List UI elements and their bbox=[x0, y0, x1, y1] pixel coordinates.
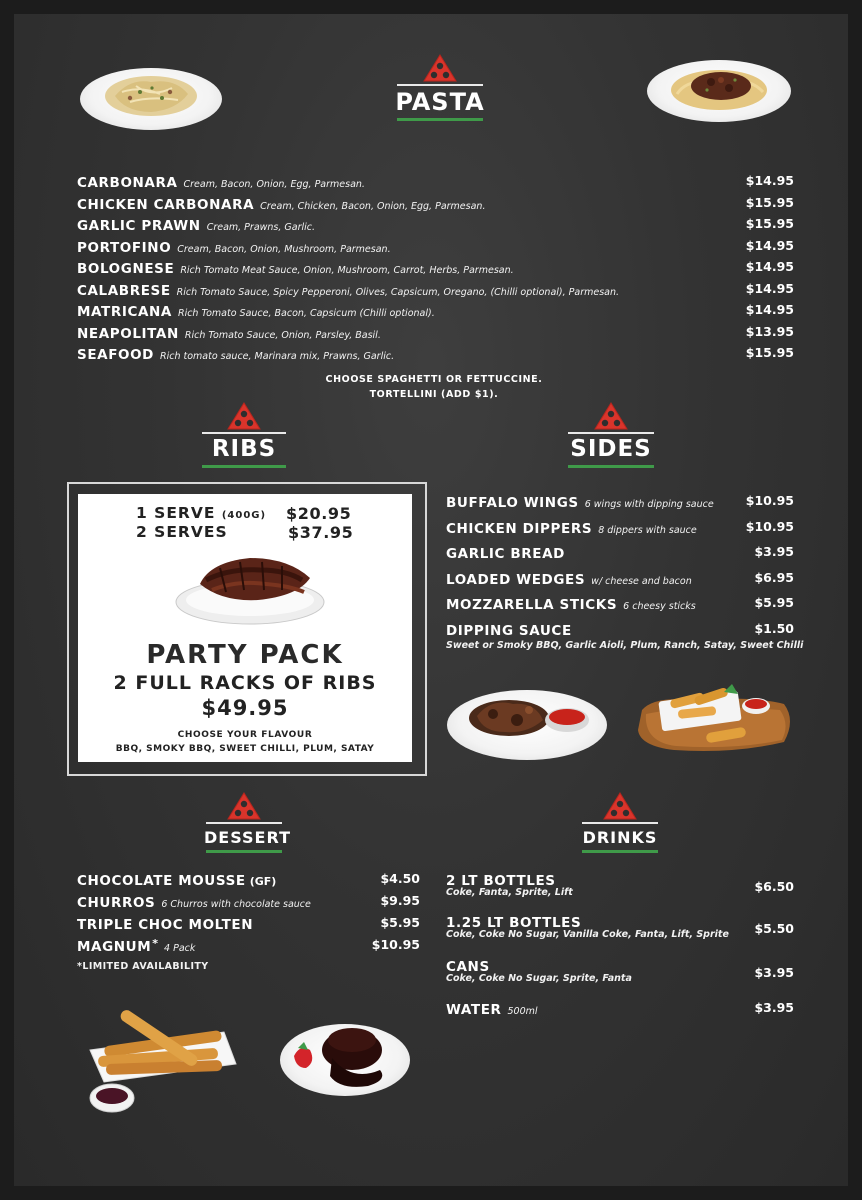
section-title: SIDES bbox=[570, 436, 652, 462]
bolognese-image bbox=[647, 60, 791, 122]
item-name: WATER bbox=[446, 1002, 502, 1018]
item-description: Rich Tomato Sauce, Onion, Parsley, Basil. bbox=[184, 329, 381, 341]
item-description: Coke, Coke No Sugar, Vanilla Coke, Fanta, Lift, Sprite bbox=[446, 929, 729, 940]
serve2-price: $37.95 bbox=[288, 523, 354, 542]
item-name: MAGNUM bbox=[77, 939, 152, 955]
item-price: $3.95 bbox=[754, 1000, 794, 1015]
ribs-card bbox=[78, 494, 412, 762]
serve2-label: 2 SERVES bbox=[136, 523, 228, 541]
ribs-image bbox=[170, 544, 330, 628]
mozzarella-image bbox=[634, 670, 794, 756]
item-tag: (GF) bbox=[249, 875, 277, 888]
carbonara-image bbox=[80, 68, 222, 130]
pizza-slice-icon bbox=[594, 402, 628, 430]
serve1-price: $20.95 bbox=[286, 504, 352, 523]
item-name: DIPPING SAUCE bbox=[446, 622, 572, 639]
flavour-label: CHOOSE YOUR FLAVOUR bbox=[177, 730, 313, 740]
item-description: Rich Tomato Sauce, Bacon, Capsicum (Chilli optional). bbox=[177, 308, 435, 319]
item-description: 6 cheesy sticks bbox=[623, 601, 696, 612]
item-name: CHOCOLATE MOUSSE bbox=[77, 873, 246, 889]
item-description: 6 Churros with chocolate sauce bbox=[161, 899, 311, 910]
item-price: $3.95 bbox=[754, 965, 794, 980]
header-underline bbox=[202, 465, 286, 468]
menu-board bbox=[14, 14, 848, 1186]
pasta-note: CHOOSE SPAGHETTI OR FETTUCCINE. bbox=[325, 374, 543, 385]
item-price: $13.95 bbox=[745, 323, 794, 339]
drinks-header bbox=[580, 792, 660, 853]
molten-cake-plate-image bbox=[280, 1024, 410, 1096]
header-divider bbox=[397, 84, 483, 86]
item-price: $15.95 bbox=[745, 345, 794, 360]
wings-plate-image bbox=[447, 690, 607, 760]
menu-item bbox=[446, 620, 572, 639]
menu-item bbox=[446, 543, 565, 562]
item-name: CALABRESE bbox=[77, 282, 171, 299]
menu-item bbox=[77, 914, 253, 933]
item-description: w/ cheese and bacon bbox=[591, 575, 692, 587]
pasta-header bbox=[394, 54, 486, 121]
party-pack-subtitle: 2 FULL RACKS OF RIBS bbox=[113, 672, 377, 694]
item-name: 2 LT BOTTLES bbox=[446, 873, 556, 889]
item-name: CANS bbox=[446, 959, 490, 975]
menu-item bbox=[77, 344, 394, 363]
menu-item bbox=[446, 999, 538, 1018]
header-underline bbox=[568, 465, 654, 468]
menu-item bbox=[77, 215, 315, 234]
wings-image bbox=[447, 690, 607, 760]
bolognese-plate-image bbox=[647, 60, 791, 122]
item-description: Rich Tomato Meat Sauce, Onion, Mushroom, Carrot, Herbs, Parmesan. bbox=[180, 265, 514, 276]
menu-item bbox=[446, 594, 696, 613]
dessert-note: *LIMITED AVAILABILITY bbox=[77, 961, 209, 972]
item-price: $14.95 bbox=[745, 173, 794, 188]
item-price: $5.95 bbox=[380, 915, 420, 930]
item-name: MATRICANA bbox=[77, 304, 172, 320]
pizza-slice-icon bbox=[227, 402, 261, 430]
menu-item bbox=[446, 569, 692, 588]
header-underline bbox=[206, 850, 282, 853]
header-underline bbox=[582, 850, 658, 853]
pizza-slice-icon bbox=[227, 792, 261, 820]
item-price: $14.95 bbox=[745, 302, 794, 317]
item-name: GARLIC PRAWN bbox=[77, 218, 201, 234]
serve1-label: 1 SERVE bbox=[136, 504, 216, 522]
dessert-header bbox=[204, 792, 291, 853]
item-price: $14.95 bbox=[745, 259, 794, 274]
section-title: DRINKS bbox=[582, 828, 658, 847]
menu-item bbox=[77, 237, 391, 256]
section-title: PASTA bbox=[395, 88, 485, 116]
item-description: Cream, Bacon, Onion, Egg, Parmesan. bbox=[183, 179, 365, 190]
item-description: 8 dippers with sauce bbox=[598, 524, 697, 536]
menu-item bbox=[446, 518, 697, 537]
section-title: DESSERT bbox=[204, 828, 291, 847]
item-description: Cream, Prawns, Garlic. bbox=[206, 222, 316, 233]
pizza-slice-icon bbox=[423, 54, 457, 82]
menu-item bbox=[446, 492, 714, 511]
item-description: Rich Tomato Sauce, Spicy Pepperoni, Olives, Capsicum, Oregano, (Chilli optional), Parmesan. bbox=[176, 286, 620, 298]
item-name: LOADED WEDGES bbox=[446, 571, 586, 588]
menu-item bbox=[77, 258, 514, 277]
item-name: TRIPLE CHOC MOLTEN bbox=[77, 917, 254, 933]
menu-item bbox=[77, 323, 381, 342]
item-description: Rich tomato sauce, Marinara mix, Prawns, Garlic. bbox=[159, 351, 395, 362]
menu-item bbox=[77, 194, 485, 213]
item-price: $10.95 bbox=[371, 937, 420, 952]
menu-item bbox=[77, 301, 435, 320]
item-name: BUFFALO WINGS bbox=[446, 495, 579, 511]
item-price: $5.95 bbox=[754, 595, 794, 610]
flavour-options: BBQ, SMOKY BBQ, SWEET CHILLI, PLUM, SATAY bbox=[115, 744, 375, 754]
item-name: CHICKEN DIPPERS bbox=[446, 520, 593, 537]
item-description: 500ml bbox=[507, 1006, 538, 1017]
item-price: $10.95 bbox=[745, 493, 794, 508]
menu-item bbox=[77, 870, 276, 889]
item-name: CARBONARA bbox=[77, 175, 178, 191]
item-name: PORTOFINO bbox=[77, 239, 172, 256]
item-name: MOZZARELLA STICKS bbox=[446, 597, 618, 613]
item-price: $3.95 bbox=[754, 544, 794, 559]
item-price: $10.95 bbox=[745, 518, 794, 534]
item-name: SEAFOOD bbox=[77, 347, 154, 363]
header-divider bbox=[206, 822, 282, 824]
carbonara-plate-image bbox=[80, 68, 222, 130]
serve1-weight: (400G) bbox=[221, 510, 267, 521]
item-tag: * bbox=[152, 937, 159, 950]
item-price: $5.50 bbox=[754, 921, 794, 936]
menu-item bbox=[77, 892, 311, 911]
ribs-header bbox=[200, 402, 288, 468]
menu-item bbox=[77, 280, 619, 299]
item-name: CHICKEN CARBONARA bbox=[77, 196, 255, 213]
item-name: NEAPOLITAN bbox=[77, 325, 179, 342]
molten-cake-image bbox=[280, 1024, 410, 1096]
item-price: $6.95 bbox=[754, 569, 794, 585]
sides-header bbox=[566, 402, 656, 468]
item-price: $15.95 bbox=[745, 194, 794, 210]
item-description: Coke, Fanta, Sprite, Lift bbox=[446, 887, 573, 898]
item-description: Coke, Coke No Sugar, Sprite, Fanta bbox=[446, 973, 632, 984]
pasta-note: TORTELLINI (ADD $1). bbox=[369, 389, 499, 400]
party-pack-price: $49.95 bbox=[201, 696, 289, 720]
item-price: $4.50 bbox=[380, 871, 420, 886]
item-description: Cream, Bacon, Onion, Mushroom, Parmesan. bbox=[177, 243, 391, 255]
item-name: 1.25 LT BOTTLES bbox=[446, 915, 582, 931]
header-divider bbox=[582, 822, 658, 824]
item-price: $6.50 bbox=[754, 879, 794, 894]
mozzarella-board-image bbox=[634, 670, 794, 756]
pizza-slice-icon bbox=[603, 792, 637, 820]
churros-image bbox=[84, 1002, 244, 1122]
sauce-options: Sweet or Smoky BBQ, Garlic Aioli, Plum, Ranch, Satay, Sweet Chilli bbox=[446, 640, 804, 651]
item-name: CHURROS bbox=[77, 895, 156, 911]
item-name: GARLIC BREAD bbox=[446, 546, 565, 562]
section-title: RIBS bbox=[211, 436, 277, 462]
item-price: $15.95 bbox=[745, 216, 794, 231]
item-price: $14.95 bbox=[745, 280, 794, 296]
header-underline bbox=[397, 118, 483, 121]
menu-item bbox=[77, 936, 195, 955]
item-name: BOLOGNESE bbox=[77, 261, 175, 277]
item-price: $9.95 bbox=[380, 893, 420, 908]
item-description: 4 Pack bbox=[164, 943, 196, 954]
item-description: 6 wings with dipping sauce bbox=[584, 499, 714, 510]
header-divider bbox=[202, 432, 286, 434]
item-description: Cream, Chicken, Bacon, Onion, Egg, Parmesan. bbox=[260, 200, 486, 212]
party-pack-title: PARTY PACK bbox=[146, 640, 344, 670]
item-price: $14.95 bbox=[745, 237, 794, 253]
menu-item bbox=[77, 172, 365, 191]
header-divider bbox=[568, 432, 654, 434]
item-price: $1.50 bbox=[754, 620, 794, 636]
